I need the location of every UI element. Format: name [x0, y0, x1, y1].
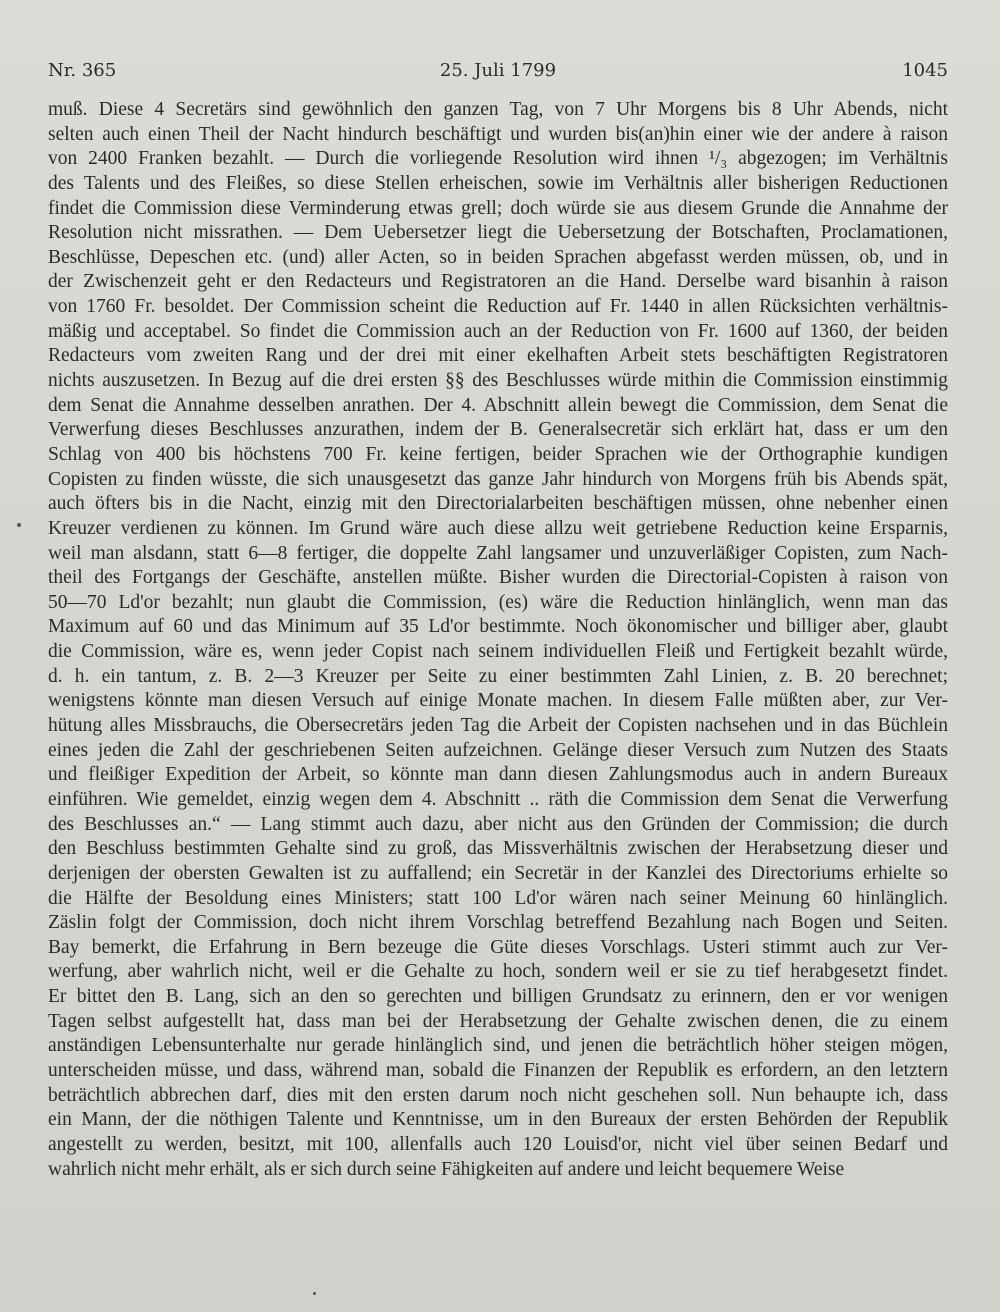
- text-line: die Commission, wäre es, wenn jeder Copist nach seinem individuellen Fleiß und Fertigkeit bezahlt würde,: [48, 641, 948, 663]
- text-line: wenigstens könnte man diesen Versuch auf einige Monate machen. In diesem Falle müßten aber, zur Ver-: [48, 690, 948, 712]
- text-line: dem Senat die Annahme desselben anrathen. Der 4. Abschnitt allein bewegt die Commission, dem Senat die: [48, 394, 948, 416]
- text-line: Beschlüsse, Depeschen etc. (und) aller Acten, so in beiden Sprachen abgefasst werden müssen, ob, und in: [48, 246, 948, 268]
- text-line: Maximum auf 60 und das Minimum auf 35 Ld'or bestimmte. Noch ökonomischer und billiger aber, glaubt: [48, 616, 948, 638]
- text-line: Er bittet den B. Lang, sich an den so gerechten und billigen Grundsatz zu erinnern, den er vor wenigen: [48, 986, 948, 1008]
- text-line: theil des Fortgangs der Geschäfte, anstellen müßte. Bisher wurden die Directorial-Copisten à raison von: [48, 567, 948, 589]
- text-line: muß. Diese 4 Secretärs sind gewöhnlich den ganzen Tag, von 7 Uhr Morgens bis 8 Uhr Abends, nicht: [48, 99, 948, 120]
- text-line: Redacteurs vom zweiten Rang und der drei mit einer ekelhaften Arbeit stets beschäftigten Registratoren: [48, 345, 948, 367]
- text-line: beträchtlich abbrechen darf, dies mit den ersten darum noch nicht geschehen soll. Nun behaupte ich, dass: [48, 1084, 948, 1106]
- text-line: ein Mann, der die nöthigen Talente und Kenntnisse, um in den Bureaux der ersten Behörden der Republik: [48, 1109, 948, 1131]
- document-number: Nr. 365: [48, 60, 117, 81]
- text-line: Zäslin folgt der Commission, doch nicht ihrem Vorschlag betreffend Bezahlung nach Bogen und Seiten.: [48, 912, 948, 934]
- text-line: des Beschlusses an.“ — Lang stimmt auch dazu, aber nicht aus den Gründen der Commission; die durch: [48, 813, 948, 835]
- text-line: Resolution nicht missrathen. — Dem Uebersetzer liegt die Uebersetzung der Botschaften, Proclamationen,: [48, 222, 948, 244]
- text-line: wahrlich nicht mehr erhält, als er sich durch seine Fähigkeiten auf andere und leicht bequemere Weise: [48, 1158, 845, 1180]
- text-line: weil man alsdann, statt 6—8 fertiger, die doppelte Zahl langsamer und unzuverläßiger Copisten, zum Nach-: [48, 542, 948, 564]
- text-line: nichts auszusetzen. In Bezug auf die drei ersten §§ des Beschlusses würde mithin die Commission einstimmig: [48, 370, 948, 392]
- text-line: Schlag von 400 bis höchstens 700 Fr. keine fertigen, beider Sprachen wie der Orthographie kundigen: [48, 443, 948, 465]
- text-line: 50—70 Ld'or bezahlt; nun glaubt die Commission, (es) wäre die Reduction hinlänglich, wenn man das: [48, 591, 948, 613]
- text-line: werfung, aber wahrlich nicht, weil er die Gehalte zu hoch, sondern weil er sie zu tief herabgesetzt findet.: [48, 961, 948, 983]
- text-line: die Hälfte der Besoldung eines Ministers; statt 100 Ld'or wären nach seiner Meinung 60 hinlänglich.: [48, 887, 948, 909]
- text-line: unterscheiden müsse, und dass, während man, sobald die Finanzen der Republik es erfordern, an den letztern: [48, 1059, 948, 1081]
- text-line: und fleißiger Expedition der Arbeit, so könnte man dann diesen Zahlungsmodus auch in andern Bureaux: [48, 764, 948, 786]
- text-line: Verwerfung dieses Beschlusses anzurathen, indem der B. Generalsecretär sich erklärt hat, dass er um den: [48, 419, 948, 441]
- text-line: von 2400 Franken bezahlt. — Durch die vorliegende Resolution wird ihnen ¹/₃ abgezogen; im Verhältnis: [48, 148, 948, 170]
- text-line: anständigen Lebensunterhalte nur gerade hinlänglich sind, und jenen die beträchtlich höher steigen mögen,: [48, 1035, 948, 1057]
- text-line: Tagen selbst aufgestellt hat, dass man bei der Herabsetzung der Gehalte zwischen denen, die zu einem: [48, 1010, 948, 1032]
- text-line: Copisten zu finden wüsste, die sich unausgesetzt das ganze Jahr hindurch von Morgens früh bis Abends spät,: [48, 468, 948, 490]
- text-line: d. h. ein tantum, z. B. 2—3 Kreuzer per Seite zu einer bestimmten Zahl Linien, z. B. 20 berechnet;: [48, 665, 948, 687]
- text-line: auch öfters bis in die Nacht, einzig mit den Directorialarbeiten beschäftigen müssen, ohne nebenher einen: [48, 493, 948, 515]
- text-line: Kreuzer verdienen zu können. Im Grund wäre auch diese allzu weit getriebene Reduction keine Ersparnis,: [48, 517, 948, 539]
- text-line: derjenigen der obersten Gewalten ist zu auffallend; ein Secretär in der Kanzlei des Directoriums erhielte so: [48, 862, 948, 884]
- body-text: [48, 98, 948, 1182]
- margin-mark: [313, 1292, 316, 1295]
- text-line: selten auch einen Theil der Nacht hindurch beschäftigt und wurden bis(an)hin einer wie der andere à raison: [48, 123, 948, 145]
- text-line: eines jeden die Zahl der geschriebenen Seiten aufzeichnen. Gelänge dieser Versuch zum Nutzen des Staats: [48, 739, 948, 761]
- margin-mark: [17, 523, 21, 527]
- text-line: hütung alles Missbrauchs, die Obersecretärs jeden Tag die Arbeit der Copisten nachsehen und in das Büchlein: [48, 715, 948, 737]
- text-line: Bay bemerkt, die Erfahrung in Bern bezeuge die Güte dieses Vorschlags. Usteri stimmt auch zur Ver-: [48, 936, 948, 958]
- text-line: einführen. Wie gemeldet, einzig wegen dem 4. Abschnitt .. räth die Commission dem Senat die Verwerfung: [48, 788, 948, 810]
- text-line: den Beschluss bestimmten Gehalte sind zu groß, das Missverhältnis zwischen der Herabsetzung dieser und: [48, 838, 948, 860]
- page-number: 1045: [902, 60, 948, 81]
- page-header: [48, 60, 948, 90]
- text-line: von 1760 Fr. besoldet. Der Commission scheint die Reduction auf Fr. 1440 in allen Rücksichten verhältnis-: [48, 296, 948, 318]
- text-line: des Talents und des Fleißes, so diese Stellen erheischen, sowie im Verhältnis aller bisherigen Reductionen: [48, 172, 948, 194]
- text-line: findet die Commission diese Verminderung etwas grell; doch würde sie aus diesem Grunde die Annahme der: [48, 197, 948, 219]
- document-date: 25. Juli 1799: [439, 60, 557, 81]
- text-line: angestellt zu werden, besitzt, mit 100, allenfalls auch 120 Louisd'or, nicht viel über seinen Bedarf und: [48, 1133, 948, 1155]
- text-line: mäßig und acceptabel. So findet die Commission auch an der Reduction von Fr. 1600 auf 1360, der beiden: [48, 320, 948, 342]
- text-line: der Zwischenzeit geht er den Redacteurs und Registratoren an die Hand. Derselbe ward bisanhin à raison: [48, 271, 948, 293]
